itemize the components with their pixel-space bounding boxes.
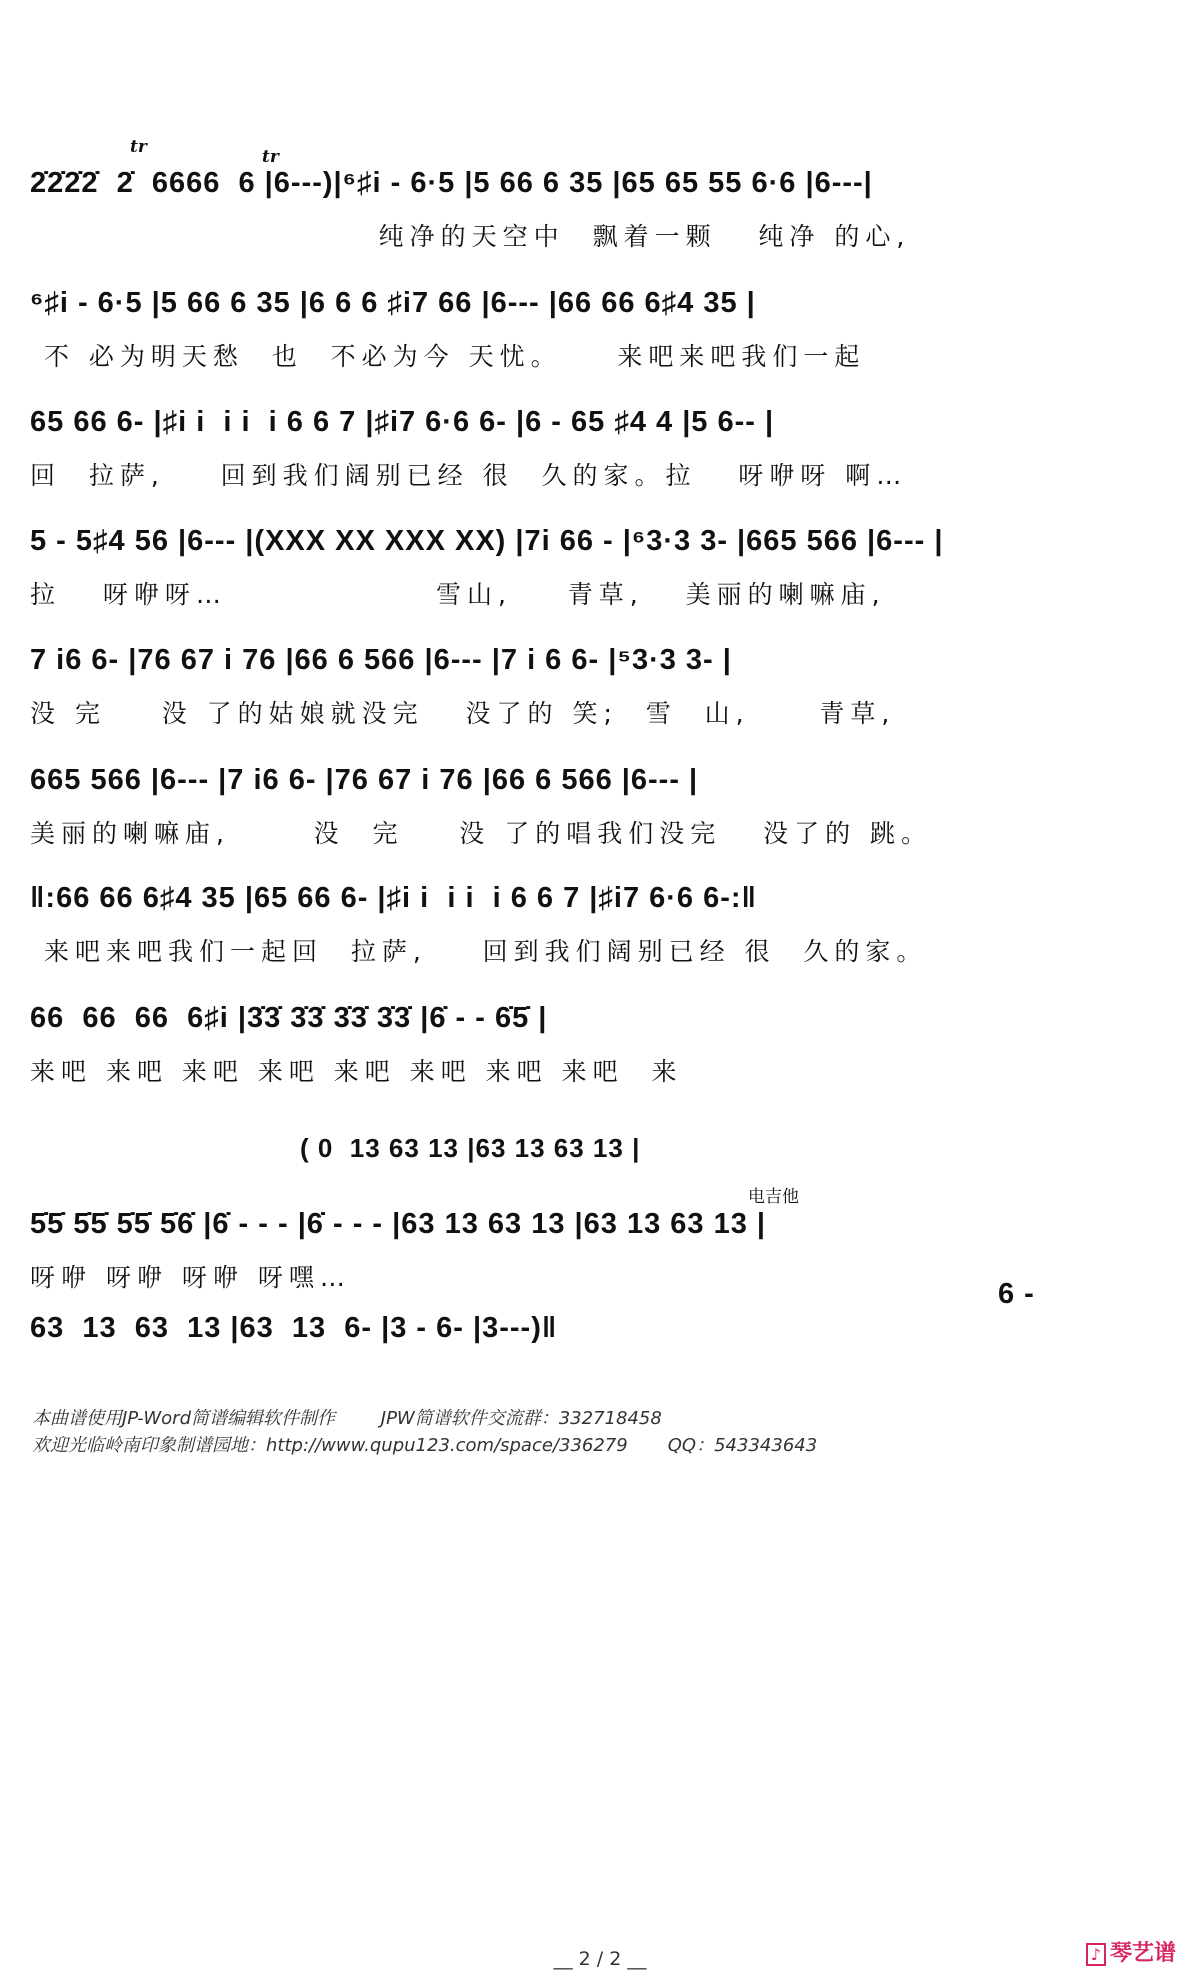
notation-line: 5 - 5♯4 56 |6--- |(XXX XX XXX XX) |7i 66 - |⁶3·3 3- |665 566 |6--- | xyxy=(30,525,944,557)
brand-mark-icon: ♪ xyxy=(1086,1943,1106,1966)
notation-line: ⁶♯i - 6·5 |5 66 6 35 |6 6 6 ♯i7 66 |6--- |66 66 6♯4 35 | xyxy=(30,287,756,319)
notation-line: 63 13 63 13 |63 13 6- |3 - 6- |3---)‖ xyxy=(30,1312,558,1344)
footer-line-2: 欢迎光临岭南印象制谱园地：http://www.qupu123.com/space/336279 QQ：543343643 xyxy=(32,1435,818,1456)
notation-line: 5̇5̇ 5̇5̇ 5̇5̇ 5̇6̇ |6̇ - - - |6̇ - - - |63 13 63 13 |63 13 63 13 | xyxy=(30,1208,766,1240)
lyrics-line: 呀咿 呀咿 呀咿 呀嘿… xyxy=(30,1263,351,1292)
notation-line: 665 566 |6--- |7 i6 6- |76 67 i 76 |66 6 566 |6--- | xyxy=(30,764,699,796)
chord-top-note: 6 - xyxy=(998,1278,1035,1310)
instrument-label: 电吉他 xyxy=(748,1187,799,1207)
lyrics-line: 纯净的天空中 飘着一颗 纯净 的心, xyxy=(30,222,911,251)
notation-line: 7 i6 6- |76 67 i 76 |66 6 566 |6--- |7 i 6 6- |⁵3·3 3- | xyxy=(30,644,732,676)
trill-mark: tr xyxy=(130,137,147,157)
lyrics-line: 来吧 来吧 来吧 来吧 来吧 来吧 来吧 来吧 来 xyxy=(30,1057,683,1086)
lyrics-line: 拉 呀咿呀… 雪山, 青草, 美丽的喇嘛庙, xyxy=(30,580,886,609)
footer-credits xyxy=(32,1405,817,1459)
lyrics-line: 来吧来吧我们一起回 拉萨, 回到我们阔别已经 很 久的家。 xyxy=(30,937,928,966)
lyrics-line: 不 必为明天愁 也 不必为今 天忧。 来吧来吧我们一起 xyxy=(30,342,866,371)
notation-line: 66 66 66 6♯i |3̇3̇ 3̇3̇ 3̇3̇ 3̇3̇ |6̇ - - 6̇5̇ | xyxy=(30,1002,548,1034)
upper-notation-line: ( 0 13 63 13 |63 13 63 13 | xyxy=(300,1133,641,1163)
brand-name: 琴艺谱 xyxy=(1109,1941,1176,1966)
page-number: __ 2 / 2 __ xyxy=(553,1948,647,1970)
notation-line: 2̇2̇2̇2̇ 2̇ 6666 6 |6---)|⁶♯i - 6·5 |5 66 6 35 |65 65 55 6·6 |6---| xyxy=(30,167,873,199)
brand-logo xyxy=(1086,1936,1176,1967)
footer-line-1: 本曲谱使用JP-Word简谱编辑软件制作 JPW简谱软件交流群：332718458 xyxy=(32,1408,662,1429)
lyrics-line: 回 拉萨, 回到我们阔别已经 很 久的家。拉 呀咿呀 啊… xyxy=(30,461,908,490)
lyrics-line: 没 完 没 了的姑娘就没完 没了的 笑; 雪 山, 青草, xyxy=(30,699,896,728)
lyrics-line: 美丽的喇嘛庙, 没 完 没 了的唱我们没完 没了的 跳。 xyxy=(30,819,933,848)
trill-mark: tr xyxy=(262,147,279,167)
notation-line: 65 66 6- |♯i i i i i 6 6 7 |♯i7 6·6 6- |6 - 65 ♯4 4 |5 6-- | xyxy=(30,406,775,438)
notation-line: ‖:66 66 6♯4 35 |65 66 6- |♯i i i i i 6 6 7 |♯i7 6·6 6-:‖ xyxy=(30,882,757,914)
